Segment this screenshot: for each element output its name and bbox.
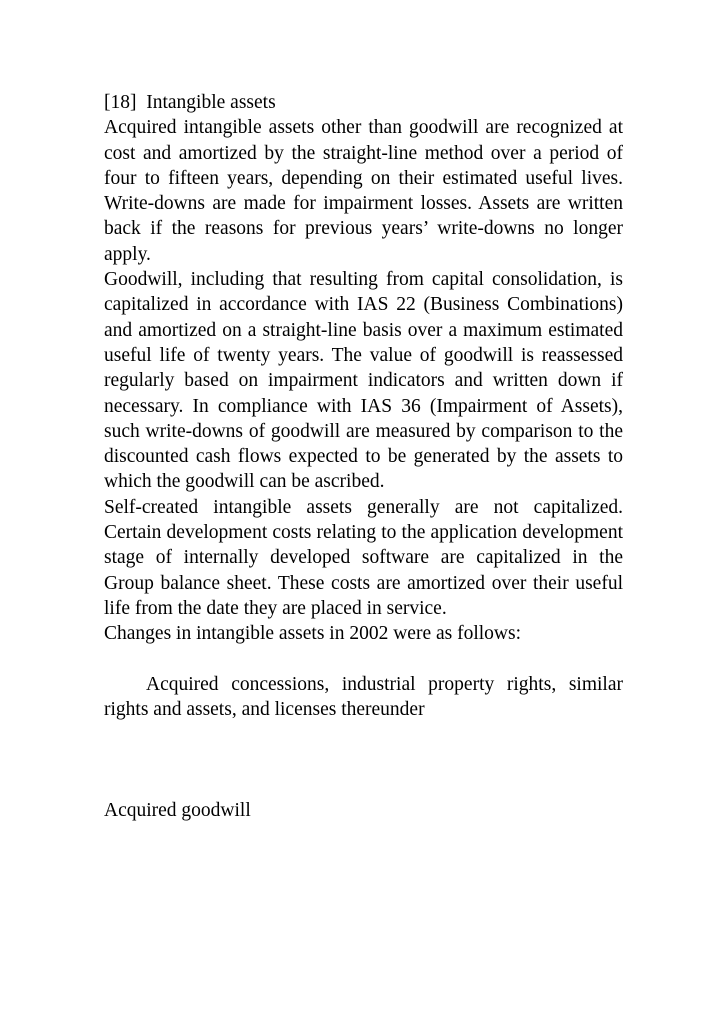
paragraph-goodwill: Goodwill, including that resulting from capital consolidation, is capitalized in accordance with IAS 22 (Business Combinations) and amortized on a straight-line basis over a maximum estimated useful life of twenty years. The value of goodwill is reassessed regularly based on impairment indicators and written down if necessary. In compliance with IAS 36 (Impairment of Assets), such write-downs of goodwill are measured by comparison to the discounted cash flows expected to be generated by the assets to which the goodwill can be ascribed.: [104, 269, 623, 493]
label-acquired-concessions: Acquired concessions, industrial property rights, similar rights and assets, and licenses thereunder: [104, 673, 623, 721]
blank-gap: [104, 722, 623, 798]
paragraph-changes-intro: Changes in intangible assets in 2002 were as follows:: [104, 623, 522, 645]
label-acquired-goodwill: Acquired goodwill: [104, 800, 251, 822]
document-page: [104, 90, 623, 824]
paragraph-self-created-assets: Self-created intangible assets generally are not capitalized. Certain development costs relating to the application development stage of internally developed software are capitalized in the Group balance sheet. These costs are amortized over their useful life from the date they are placed in service.: [104, 496, 623, 619]
paragraph-intangible-assets: Acquired intangible assets other than goodwill are recognized at cost and amortized by the straight-line method over a period of four to fifteen years, depending on their estimated useful lives. Write-downs are made for impairment losses. Assets are written back if the reasons for previous years’ write-downs no longer apply.: [104, 117, 623, 265]
section-heading: [18] Intangible assets: [104, 92, 276, 113]
blank-line: [104, 647, 623, 672]
